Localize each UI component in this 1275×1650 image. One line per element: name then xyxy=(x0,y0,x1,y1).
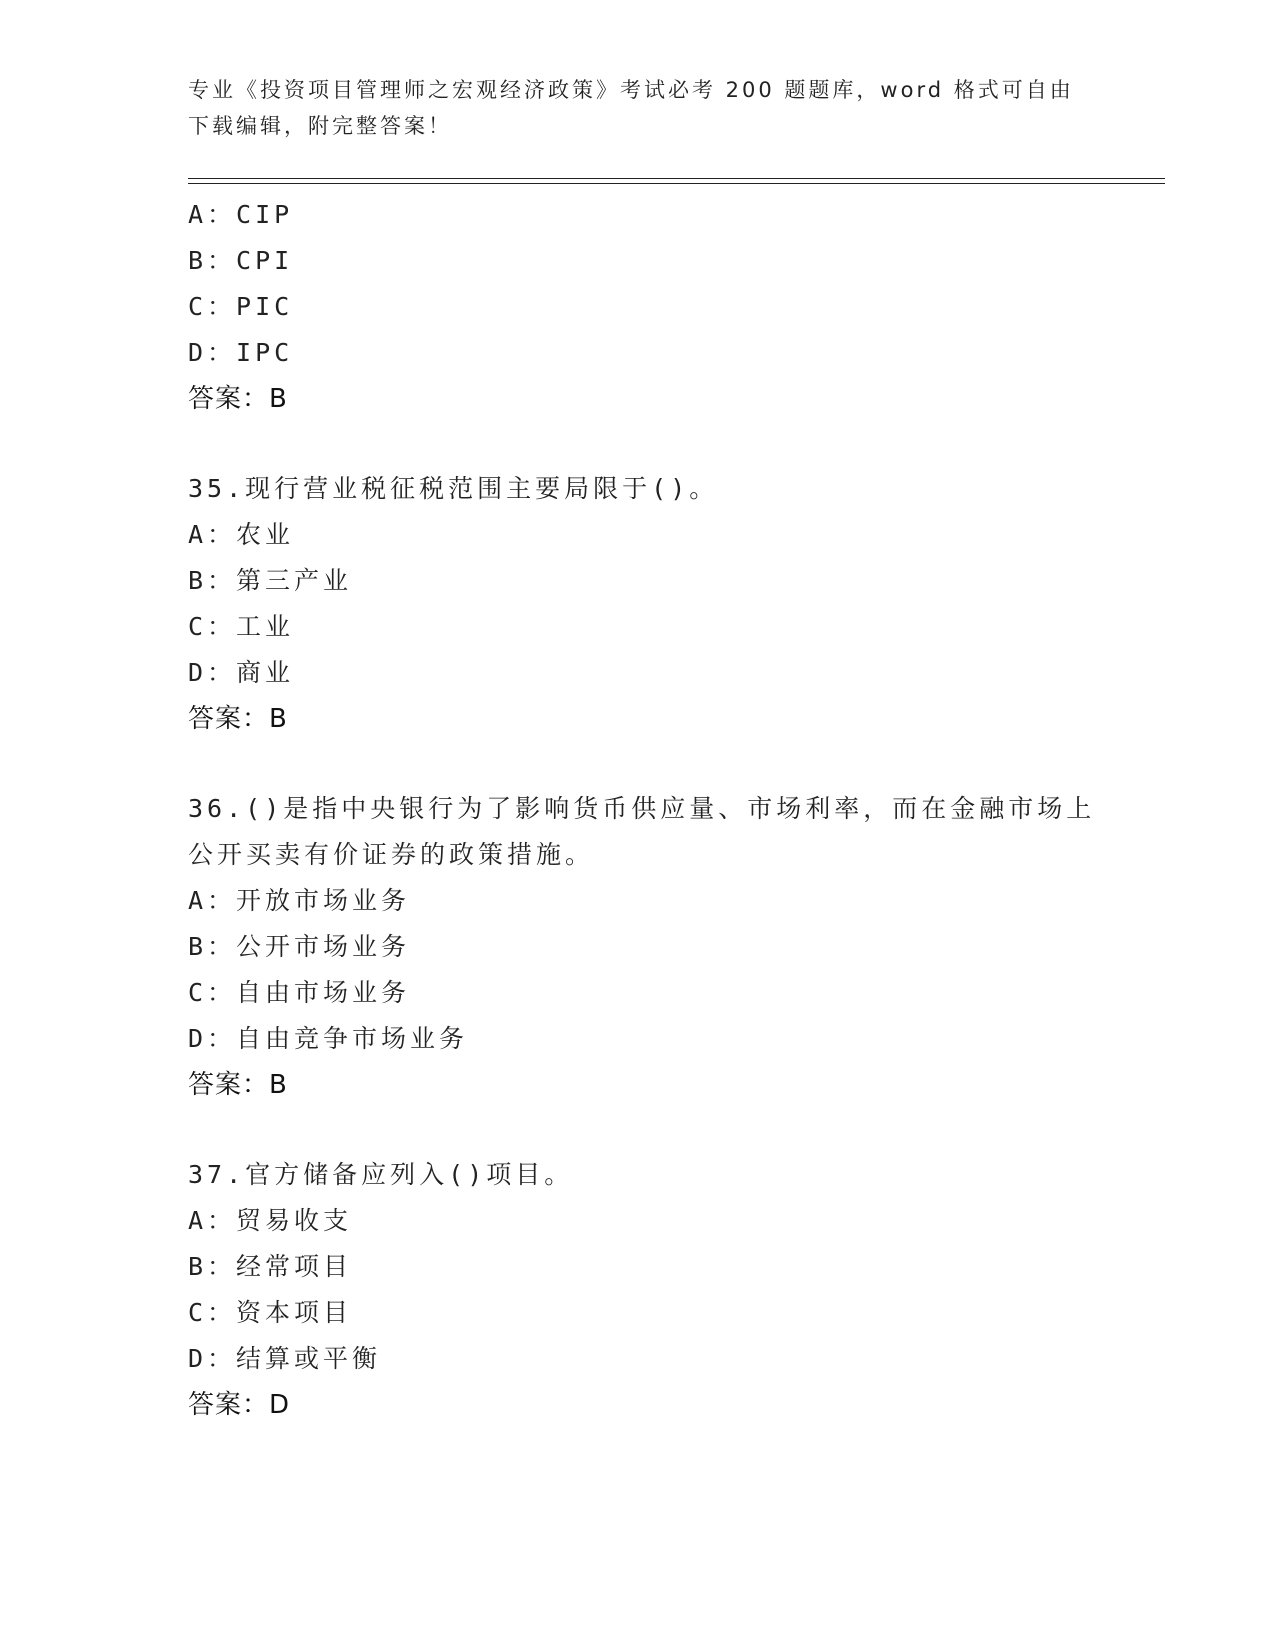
spacer xyxy=(188,1108,1088,1152)
header-line-2: 下载编辑，附完整答案！ xyxy=(188,114,452,138)
header-line-1: 专业《投资项目管理师之宏观经济政策》考试必考 200 题题库，word 格式可自由 xyxy=(188,78,1074,102)
header-divider-top xyxy=(188,178,1165,179)
question-34 xyxy=(188,192,1088,422)
option-b: B：CPI xyxy=(188,246,294,275)
answer: 答案：B xyxy=(188,704,288,734)
spacer xyxy=(188,742,1088,786)
option-b: B：第三产业 xyxy=(188,566,353,595)
header-divider-bottom xyxy=(188,183,1165,184)
question-37 xyxy=(188,1152,1088,1428)
question-text-line-1: 36.()是指中央银行为了影响货币供应量、市场利率，而在金融市场上 xyxy=(188,794,1096,823)
question-text-line-2: 公开买卖有价证券的政策措施。 xyxy=(188,840,595,869)
option-d: D：IPC xyxy=(188,338,294,367)
option-d: D：商业 xyxy=(188,658,295,687)
question-list xyxy=(188,192,1096,1428)
answer: 答案：B xyxy=(188,1070,288,1100)
option-a: A：农业 xyxy=(188,520,295,549)
option-b: B：经常项目 xyxy=(188,1252,353,1281)
option-d: D：自由竞争市场业务 xyxy=(188,1024,469,1053)
option-d: D：结算或平衡 xyxy=(188,1344,382,1373)
answer: 答案：D xyxy=(188,1390,291,1420)
spacer xyxy=(188,422,1088,466)
option-b: B：公开市场业务 xyxy=(188,932,411,961)
question-text: 35.现行营业税征税范围主要局限于()。 xyxy=(188,474,719,503)
question-text: 37.官方储备应列入()项目。 xyxy=(188,1160,574,1189)
question-35 xyxy=(188,466,1088,742)
option-c: C：工业 xyxy=(188,612,295,641)
option-c: C：自由市场业务 xyxy=(188,978,411,1007)
answer: 答案：B xyxy=(188,384,288,414)
option-c: C：PIC xyxy=(188,292,294,321)
option-c: C：资本项目 xyxy=(188,1298,353,1327)
question-36 xyxy=(188,786,1096,1108)
document-header xyxy=(188,72,1088,144)
option-a: A：贸易收支 xyxy=(188,1206,353,1235)
option-a: A：CIP xyxy=(188,200,294,229)
option-a: A：开放市场业务 xyxy=(188,886,411,915)
